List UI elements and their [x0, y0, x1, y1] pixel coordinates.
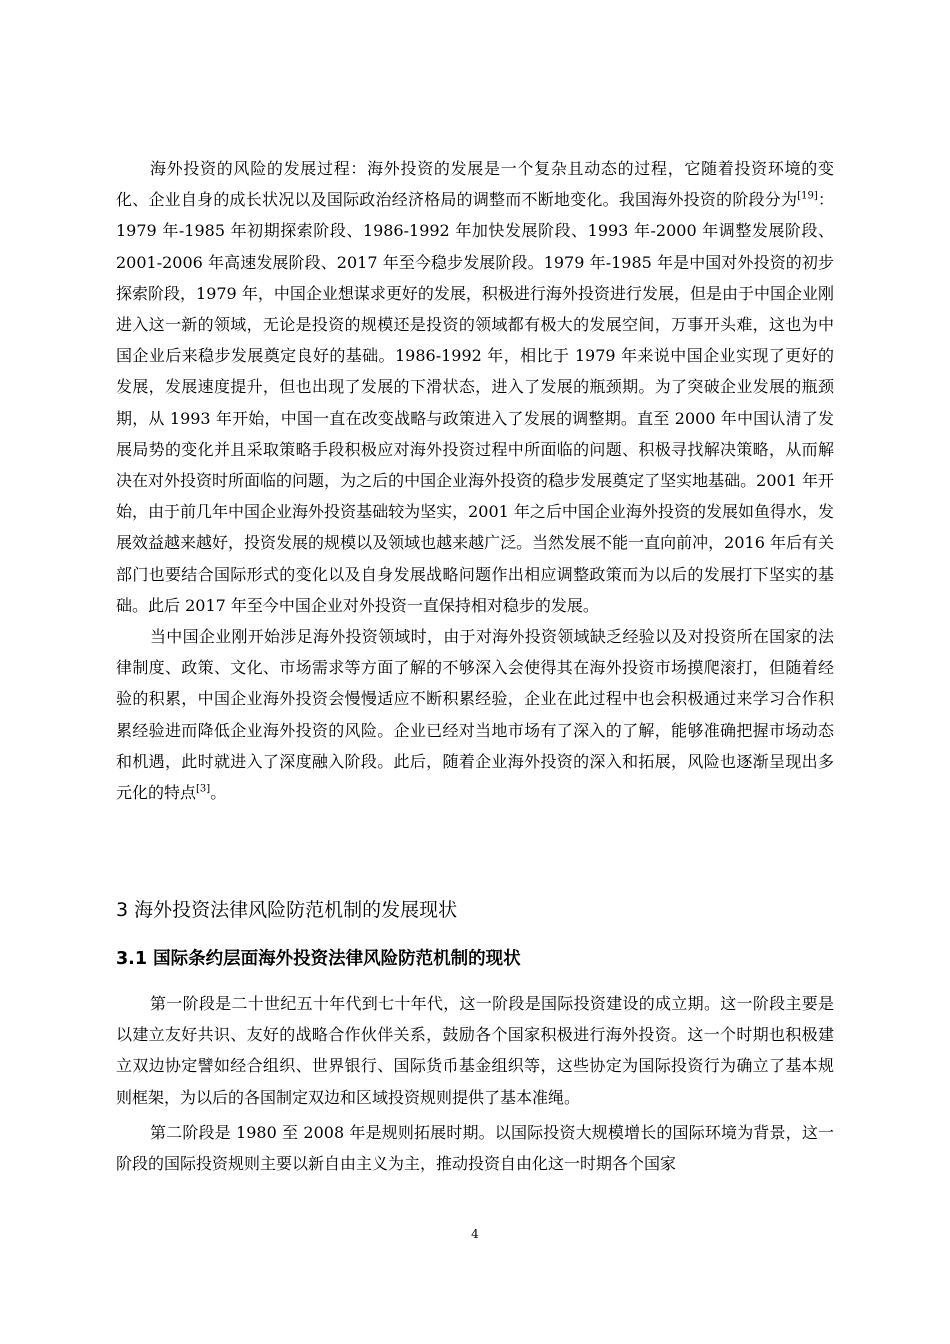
paragraph-stage-two: 第二阶段是 1980 至 2008 年是规则拓展时期。以国际投资大规模增长的国际环境为背景，这一阶段的国际投资规则主要以新自由主义为主，推动投资自由化这一时期各个国家 [116, 1122, 834, 1174]
paragraph-text: 海外投资的风险的发展过程：海外投资的发展是一个复杂且动态的过程，它随着投资环境的变化、企业自身的成长状况以及国际政治经济格局的调整而不断地变化。我国海外投资的阶段分为 [116, 159, 834, 210]
page-number: 4 [471, 1227, 479, 1241]
paragraph-stage-one: 第一阶段是二十世纪五十年代到七十年代，这一阶段是国际投资建设的成立期。这一阶段主要是以建立友好共识、友好的战略合作伙伴关系，鼓励各个国家积极进行海外投资。这一个时期也积极建立双边协定譬如经合组织、世界银行、国际货币基金组织等，这些协定为国际投资行为确立了基本规则框架，为以后的各国制定双边和区域投资规则提供了基本准绳。 [116, 994, 834, 1107]
paragraph-text: 当中国企业刚开始涉足海外投资领域时，由于对海外投资领域缺乏经验以及对投资所在国家的法律制度、政策、文化、市场需求等方面了解的不够深入会使得其在海外投资市场摸爬滚打，但随着经验的积累，中国企业海外投资会慢慢适应不断积累经验，企业在此过程中也会积极通过来学习合作积累经验进而降低企业海外投资的风险。企业已经对当地市场有了深入的了解，能够准确把握市场动态和机遇，此时就进入了深度融入阶段。此后，随着企业海外投资的深入和拓展，风险也逐渐呈现出多元化的特点 [116, 627, 834, 803]
paragraph-text: 。 [210, 783, 227, 803]
section-heading: 3 海外投资法律风险防范机制的发展现状 [116, 899, 458, 921]
citation-3: [3] [196, 783, 211, 795]
paragraph-text: ：1979 年-1985 年初期探索阶段、1986-1992 年加快发展阶段、1993 年-2000 年调整发展阶段、2001-2006 年高速发展阶段、2017 年至今稳步发展阶段。1979 年-1985 年是中国对外投资的初步探索阶段，1979 年，中国企业想谋求更好的发展，积极进行海外投资进行发展，但是由于中国企业刚进入这一新的领域，无论是投资的规模还是投资的领域都有极大的发展空间，万事开头难，这也为中国企业后来稳步发展奠定良好的基础。1986-1992 年，相比于 1979 年来说中国企业实现了更好的发展，发展速度提升，但也出现了发展的下滑状态，进入了发展的瓶颈期。为了突破企业发展的瓶颈期，从 1993 年开始，中国一直在改变战略与政策进入了发展的调整期。直至 2000 年中国认清了发展局势的变化并且采取策略手段积极应对海外投资过程中所面临的问题、积极寻找解决策略，从而解决在对外投资时所面临的问题，为之后的中国企业海外投资的稳步发展奠定了坚实地基础。2001 年开始，由于前几年中国企业海外投资基础较为坚实，2001 年之后中国企业海外投资的发展如鱼得水，发展效益越来越好，投资发展的规模以及领域也越来越广泛。当然发展不能一直向前冲，2016 年后有关部门也要结合国际形式的变化以及自身发展战略问题作出相应调整政策而为以后的发展打下坚实的基础。此后 2017 年至今中国企业对外投资一直保持相对稳步的发展。 [116, 190, 834, 615]
paragraph-risk-development [116, 153, 834, 621]
subsection-text-block [116, 988, 834, 1179]
subsection-heading: 3.1 国际条约层面海外投资法律风险防范机制的现状 [116, 949, 521, 969]
citation-19: [19] [797, 190, 818, 202]
paragraph-enterprise-adaptation [116, 621, 834, 808]
intro-text-block [116, 153, 834, 808]
